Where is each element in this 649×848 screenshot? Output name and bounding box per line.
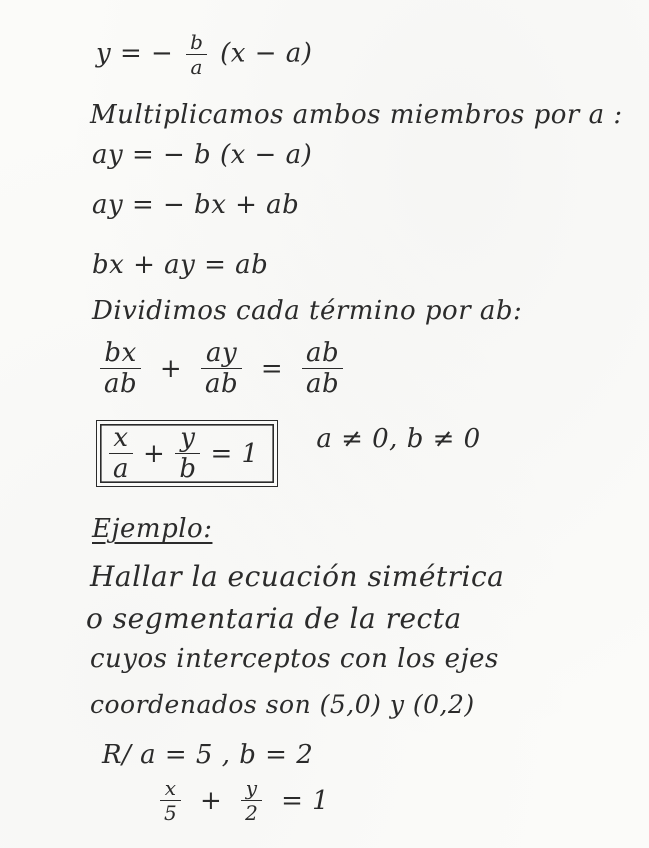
equation-point-slope: [96, 32, 312, 77]
fraction-denominator: b: [179, 454, 197, 484]
example-line: o segmentaria de la recta: [86, 602, 462, 635]
equation-divided: [96, 340, 347, 397]
fraction-denominator: ab: [305, 369, 340, 399]
fraction-numerator: y: [180, 423, 196, 453]
symmetric-equation-row: [96, 420, 481, 487]
fraction-denominator: ab: [104, 369, 138, 399]
fraction-denominator: ab: [204, 369, 239, 399]
equation-rhs: (x − a): [220, 38, 313, 69]
fraction-ay-over-ab: [201, 340, 242, 397]
fraction-numerator: y: [245, 776, 258, 800]
equals-sign: =: [260, 353, 284, 384]
fraction-x-over-a: [109, 425, 133, 482]
fraction-y-over-2: [241, 778, 262, 823]
fraction-y-over-b: [175, 425, 200, 482]
example-line: coordenados son (5,0) y (0,2): [90, 690, 475, 719]
fraction-denominator: 5: [164, 801, 178, 825]
plus-sign: +: [143, 438, 166, 469]
answer-values: R/ a = 5 , b = 2: [102, 740, 314, 770]
fraction-ab-over-ab: [302, 340, 343, 397]
fraction-bx-over-ab: [100, 340, 141, 397]
example-line: Hallar la ecuación simétrica: [90, 560, 505, 593]
equation-step-3: bx + ay = ab: [92, 250, 269, 280]
boxed-symmetric-equation: [96, 420, 278, 487]
fraction-b-over-a: [186, 32, 207, 77]
fraction-numerator: ab: [305, 338, 340, 368]
fraction-numerator: x: [164, 776, 177, 800]
fraction-denominator: a: [190, 55, 203, 79]
instruction-divide: Dividimos cada término por ab:: [92, 296, 523, 326]
nonzero-condition: a ≠ 0, b ≠ 0: [316, 424, 481, 454]
equation-step-1: ay = − b (x − a): [92, 140, 313, 170]
fraction-numerator: ay: [205, 338, 238, 368]
fraction-x-over-5: [160, 778, 181, 823]
equation-rhs: = 1: [210, 438, 259, 469]
equation-step-2: ay = − bx + ab: [92, 190, 300, 220]
fraction-numerator: b: [190, 30, 204, 54]
example-heading: Ejemplo:: [92, 514, 213, 544]
equation-rhs: = 1: [281, 785, 330, 816]
example-line: cuyos interceptos con los ejes: [90, 644, 499, 674]
fraction-numerator: x: [113, 423, 129, 453]
answer-equation: [156, 778, 335, 823]
plus-sign: +: [200, 785, 223, 816]
plus-sign: +: [159, 353, 183, 384]
equation-lhs: y = −: [96, 38, 174, 69]
fraction-numerator: bx: [104, 338, 137, 368]
fraction-denominator: a: [113, 454, 130, 484]
instruction-multiply: Multiplicamos ambos miembros por a :: [90, 100, 623, 130]
fraction-denominator: 2: [245, 801, 259, 825]
